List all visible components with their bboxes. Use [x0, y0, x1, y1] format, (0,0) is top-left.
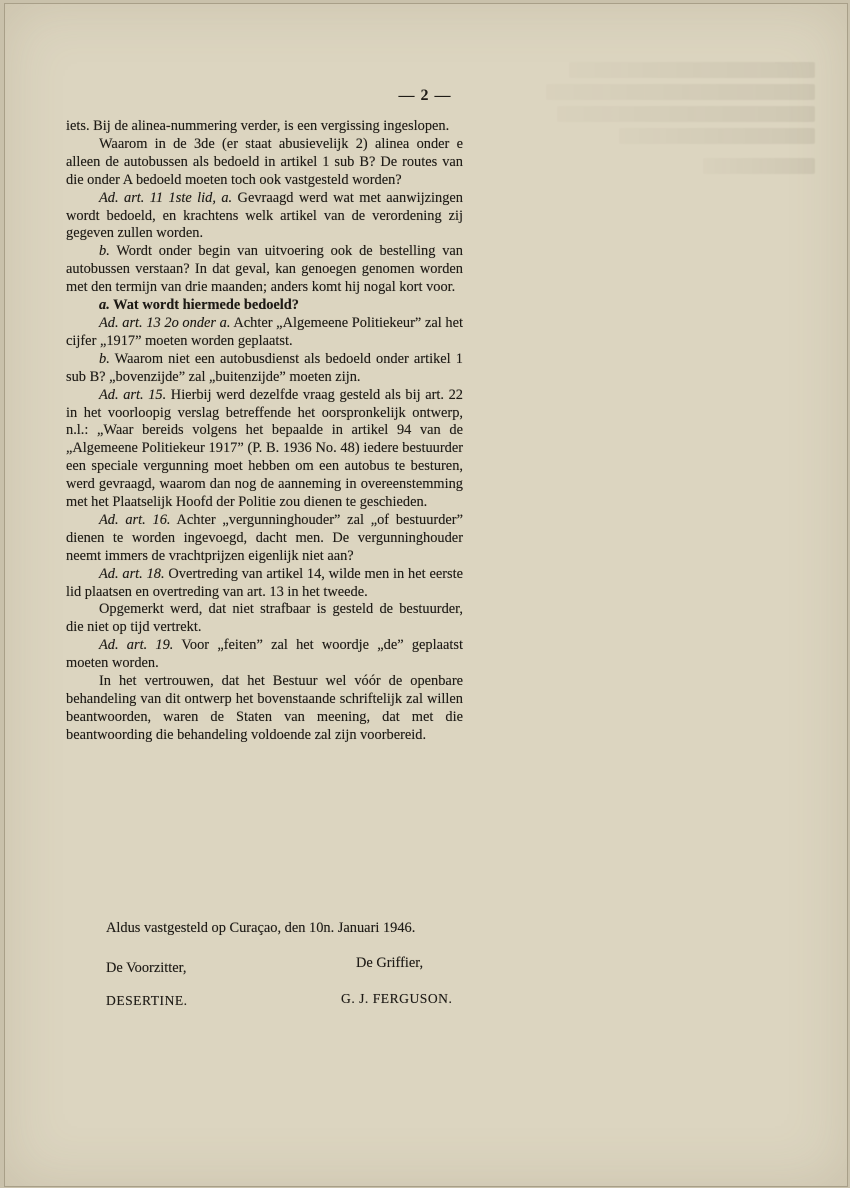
clerk-name: G. J. FERGUSON.	[341, 991, 453, 1006]
article-reference: Ad. art. 15.	[99, 386, 167, 403]
body-text	[66, 118, 463, 745]
article-reference: Ad. art. 13 2o onder a.	[99, 314, 231, 331]
paragraph-text: Achter „Algemeene Politiekeur” zal het cijfer „1917” moeten worden geplaatst.	[66, 314, 463, 349]
paragraph	[66, 297, 463, 315]
article-reference: b.	[99, 243, 110, 260]
paragraph-text: Hierbij werd dezelfde vraag gesteld als bij art. 22 in het voorloopig verslag betreffende het oorspronkelijk ontwerp, n.l.: „Waar bereids volgens het bepaalde in artikel 94 van de „Algemeene Politiekeur 1917” (P. B. 1936 No. 48) iedere bestuurder een speciale vergunning moet hebben om een autobus te besturen, werd gevraagd, waarom dan nog de aanneming in overeenstemming met het Plaatselijk Hoofd der Politie zou dienen te geschieden.	[66, 386, 463, 511]
chair-name: DESERTINE.	[106, 993, 188, 1008]
paragraph	[66, 190, 463, 244]
bleed-through-texture	[535, 62, 815, 212]
paragraph-text: iets. Bij de alinea-nummering verder, is een vergissing ingeslopen.	[66, 118, 450, 134]
paragraph	[66, 601, 463, 637]
paragraph	[66, 387, 463, 512]
article-reference: b.	[99, 350, 110, 367]
article-reference: Ad. art. 18.	[99, 565, 165, 582]
paragraph-text: Voor „feiten” zal het woordje „de” geplaatst moeten worden.	[66, 637, 463, 672]
article-reference: a.	[99, 297, 110, 314]
paragraph	[66, 351, 463, 387]
paragraph-text: In het vertrouwen, dat het Bestuur wel vóór de openbare behandeling van dit ontwerp het bovenstaande schriftelijk zal willen beantwoorden, waren de Staten van meening, dat met die beantwoording die behandeling voldoende zal zijn voorbereid.	[66, 673, 463, 743]
paragraph-text: Gevraagd werd wat met aanwijzingen wordt bedoeld, en krachtens welk artikel van de verordening zij gegeven zullen worden.	[66, 189, 463, 242]
adoption-date-line: Aldus vastgesteld op Curaçao, den 10n. Januari 1946.	[106, 920, 416, 936]
chair-title: De Voorzitter,	[106, 960, 187, 976]
paragraph	[66, 512, 463, 566]
paragraph	[66, 637, 463, 673]
paragraph-text: Waarom niet een autobusdienst als bedoeld onder artikel 1 sub B? „bovenzijde” zal „buitenzijde” moeten zijn.	[66, 350, 463, 385]
paragraph	[66, 315, 463, 351]
paragraph-text: Waarom in de 3de (er staat abusievelijk 2) alinea onder e alleen de autobussen als bedoeld in artikel 1 sub B? De routes van die onder A bedoeld moeten toch ook vastgesteld worden?	[66, 135, 463, 188]
paragraph-text: Wordt onder begin van uitvoering ook de bestelling van autobussen verstaan? In dat geval, kan genoegen genomen worden met den termijn van drie maanden; anders komt hij nogal kort voor.	[66, 243, 463, 296]
paragraph	[66, 673, 463, 745]
paragraph	[66, 118, 463, 136]
paragraph-text: Opgemerkt werd, dat niet strafbaar is gesteld de bestuurder, die niet op tijd vertrekt.	[66, 601, 463, 636]
paragraph-text: Achter „vergunninghouder” zal „of bestuurder” dienen te worden ingevoegd, dacht men. De vergunninghouder neemt immers de vrachtprijzen eigenlijk niet aan?	[66, 511, 463, 564]
article-reference: Ad. art. 11 1ste lid, a.	[99, 189, 233, 206]
paragraph	[66, 566, 463, 602]
clerk-title: De Griffier,	[356, 955, 424, 971]
paragraph-text: Overtreding van artikel 14, wilde men in het eerste lid plaatsen en overtreding van art. 13 in het tweede.	[66, 565, 463, 600]
article-reference: Ad. art. 19.	[99, 637, 174, 654]
paragraph	[66, 243, 463, 297]
paragraph	[66, 136, 463, 190]
page-number: — 2 —	[398, 87, 452, 104]
article-reference: Ad. art. 16.	[99, 511, 171, 528]
paragraph-text: Wat wordt hiermede bedoeld?	[109, 297, 299, 314]
